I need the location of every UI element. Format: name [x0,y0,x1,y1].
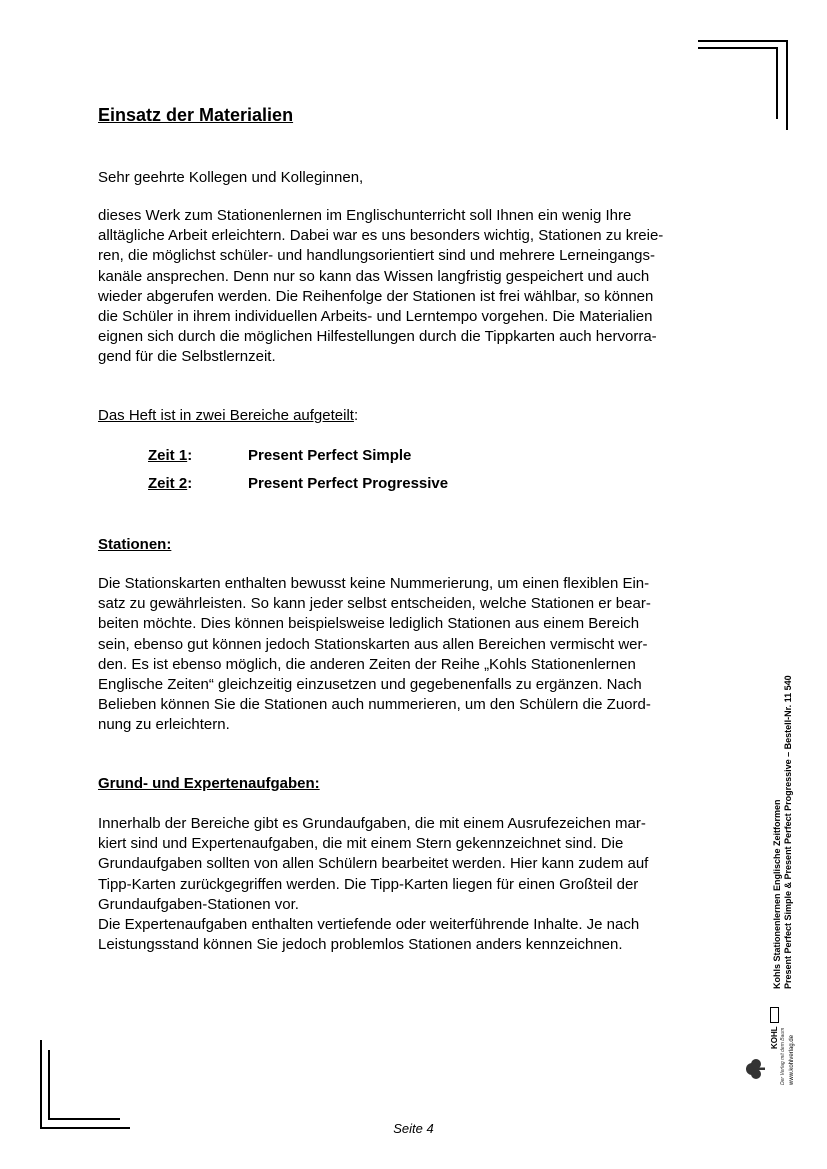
zeit-label: Zeit 2 [148,475,188,492]
publisher-tagline: Der Verlag mit dem Baum [780,1027,786,1085]
series-title: Kohls Stationenlernen Englische Zeitformen [772,799,782,989]
aufgaben-paragraph [98,814,738,955]
text-line: Englische Zeiten“ gleichzeitig einzusetzen und gegebenenfalls zu ergänzen. Nach [98,676,642,694]
greeting: Sehr geehrte Kollegen und Kolleginnen, [98,169,364,186]
zeit-value: Present Perfect Simple [248,447,412,464]
zeit-value: Present Perfect Progressive [248,475,449,492]
text-line: ren, die möglichst schüler- und handlungsorientiert sind und mehrere Lerneingangs- [98,247,655,265]
zeit-colon: : [187,447,193,464]
text-line: alltägliche Arbeit erleichtern. Dabei war es uns besonders wichtig, Stationen zu kreie- [98,227,664,245]
sections-intro [98,406,358,426]
publisher-logo: KOHL [770,1026,779,1049]
product-info: Present Perfect Simple & Present Perfect Progressive – Bestell-Nr. 11 540 [783,675,793,989]
text-line: Die Stationskarten enthalten bewusst keine Nummerierung, um einen flexiblen Ein- [98,575,650,592]
text-line: die Schüler in ihrem individuellen Arbeits- und Lerntempo vorgehen. Die Materialien [98,308,653,326]
text-line: dieses Werk zum Stationenlernen im Englischunterricht soll Ihnen ein wenig Ihre [98,207,632,224]
text-line: Belieben können Sie die Stationen auch nummerieren, um den Schülern die Zuord- [98,696,651,714]
text-line: wieder abgerufen werden. Die Reihenfolge der Stationen ist frei wählbar, so können [98,287,654,305]
aufgaben-heading: Grund- und Expertenaufgaben: [98,775,320,792]
text-line: Innerhalb der Bereiche gibt es Grundaufgaben, die mit einem Ausrufezeichen mar- [98,815,646,832]
text-line: kanäle ansprechen. Denn nur so kann das Wissen langfristig gespeichert und auch [98,267,650,285]
text-line: den. Es ist ebenso möglich, die anderen Zeiten der Reihe „Kohls Stationenlernen [98,655,636,673]
text-line: Grundaufgaben-Stationen vor. [98,895,299,913]
text-line: satz zu gewährleisten. So kann jeder selbst entscheiden, welche Stationen er bear- [98,595,651,613]
text-line: gend für die Selbstlernzeit. [98,348,276,366]
text-line: Die Expertenaufgaben enthalten vertiefende oder weiterführende Inhalte. Je nach [98,916,640,934]
text-line: nung zu erleichtern. [98,716,230,734]
tree-logo-icon [744,1057,766,1081]
sections-intro-colon: : [353,407,359,424]
sections-intro-text: Das Heft ist in zwei Bereiche aufgeteilt [98,407,354,424]
stationen-paragraph [98,574,738,736]
logo-box [770,1007,779,1023]
publisher-url: www.kohlverlag.de [789,1034,795,1085]
page-number: Seite 4 [393,1121,434,1136]
page-title: Einsatz der Materialien [98,105,294,125]
intro-paragraph [98,206,738,368]
zeit-row-2 [148,474,448,494]
text-line: Tipp-Karten zurückgegriffen werden. Die Tipp-Karten liegen für einen Großteil der [98,875,639,893]
stationen-heading: Stationen: [98,536,172,553]
zeit-row-1 [148,446,411,466]
publisher-strip [740,665,800,1085]
text-line: beiten möchte. Dies können beispielsweise lediglich Stationen aus einem Bereich [98,615,640,633]
text-line: kiert sind und Expertenaufgaben, die mit einem Stern gekennzeichnet sind. Die [98,835,624,853]
zeit-colon: : [187,475,193,492]
text-line: sein, ebenso gut können jedoch Stationskarten aus allen Bereichen vermischt wer- [98,635,648,653]
zeit-label: Zeit 1 [148,447,188,464]
text-line: eignen sich durch die möglichen Hilfestellungen durch die Tippkarten auch hervorra- [98,328,657,346]
text-line: Grundaufgaben sollten von allen Schülern bearbeitet werden. Hier kann zudem auf [98,855,649,873]
text-line: Leistungsstand können Sie jedoch problemlos Stationen anders kennzeichnen. [98,936,623,954]
